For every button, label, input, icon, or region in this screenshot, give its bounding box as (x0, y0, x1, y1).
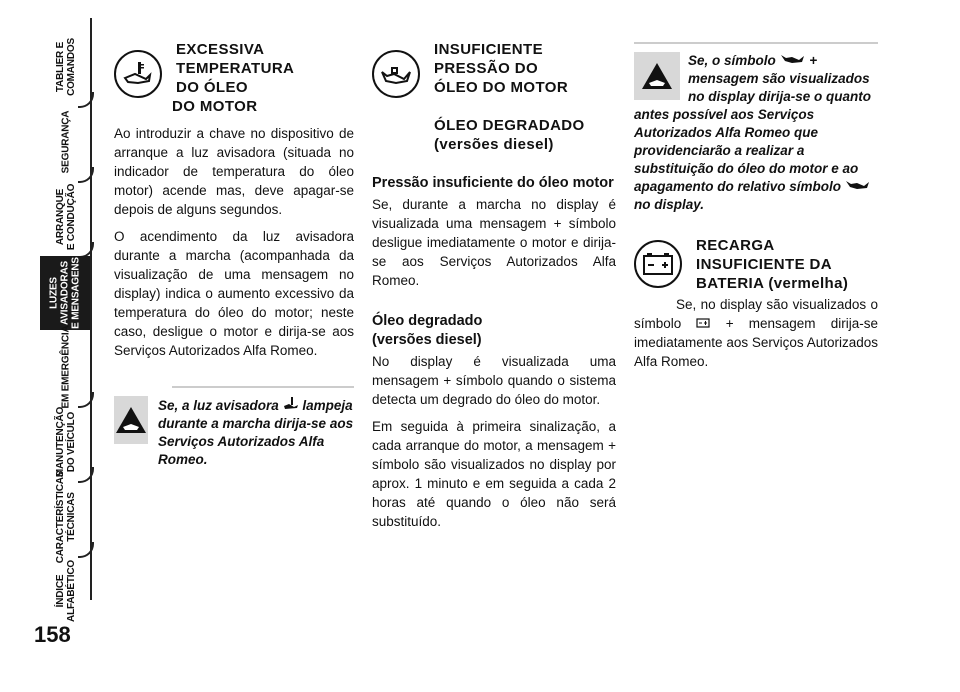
section-title-line: EXCESSIVA (176, 41, 265, 58)
section-oil-temperature (114, 40, 354, 469)
paragraph-text: + mensagem dirija-se imediatamente aos Serviços Autorizados Alfa Romeo. (634, 316, 878, 369)
warning-text: Se, a luz avisadora (158, 398, 279, 413)
tab-manutencao-veiculo[interactable] (40, 407, 92, 477)
section-title-line: (versões diesel) (434, 136, 554, 153)
oil-temperature-icon (114, 50, 162, 98)
paragraph (634, 295, 878, 371)
section-title-line: PRESSÃO DO (434, 60, 539, 77)
battery-icon (696, 316, 710, 328)
section-title-line: INSUFICIENTE DA (696, 256, 833, 273)
section-oil-degraded-warning (634, 40, 878, 379)
tab-label: TABLIER E COMANDOS (55, 38, 77, 96)
warning-note (634, 52, 878, 214)
tab-tablier-comandos[interactable] (40, 32, 92, 102)
warning-text: Se, o símbolo (688, 53, 776, 68)
tab-em-emergencia[interactable] (40, 325, 92, 409)
section-title-line: ÓLEO DO MOTOR (434, 79, 569, 96)
oil-pressure-icon (372, 50, 420, 98)
oil-can-icon (845, 179, 871, 191)
section-title-line: RECARGA (696, 237, 775, 254)
warning-triangle-icon (634, 52, 680, 100)
subheading: Óleo degradado (372, 313, 483, 329)
section-title-line: TEMPERATURA (176, 60, 295, 77)
paragraph-text: Se, no display são visualizados o símbolo (634, 297, 878, 331)
tab-label: ARRANQUE E CONDUÇÃO (55, 183, 77, 251)
tab-label: ÍNDICE ALFABÉTICO (55, 560, 77, 622)
divider (172, 386, 354, 388)
warning-text: no display. (634, 197, 705, 212)
warning-triangle-icon (114, 396, 148, 444)
paragraph: Em seguida à primeira sinalização, a cada arranque do motor, a mensagem + símbolo são visualizados no display por aprox. 1 minuto e em seguida a cada 2 horas até quando o óleo não será substituído. (372, 419, 616, 529)
page-number: 158 (34, 622, 71, 647)
section-title-line: ÓLEO DEGRADADO (434, 117, 585, 134)
divider (634, 42, 878, 44)
paragraph: Ao introduzir a chave no dispositivo de arranque a luz avisadora (situada no indicador de temperatura do óleo motor) acende mas, deve apagar-se depois de alguns segundos. (114, 126, 354, 217)
section-title-line: BATERIA (vermelha) (696, 275, 849, 292)
chapter-tabs (0, 0, 96, 692)
battery-icon (634, 240, 682, 288)
warning-note (114, 386, 354, 469)
section-title-line: DO MOTOR (172, 98, 258, 115)
tab-caracteristicas-tecnicas[interactable] (40, 470, 92, 564)
warning-text: + mensagem são visualizados no display dirija-se o quanto antes possível aos Serviços Autorizados Alfa Romeo que providenciarão a realizar a substituição do óleo do motor e ao apagamento do relativo símbolo (634, 53, 872, 194)
section-oil-pressure (372, 40, 616, 539)
subheading: Pressão insuficiente do óleo motor (372, 175, 614, 191)
section-title-line: DO ÓLEO (176, 79, 248, 96)
paragraph: Se, durante a marcha no display é visualizada uma mensagem + símbolo desligue imediatamente o motor e dirija-se aos Serviços Autorizados Alfa Romeo. (372, 197, 616, 288)
tab-label: LUZES AVISADORAS E MENSAGENS (48, 257, 82, 329)
paragraph: No display é visualizada uma mensagem + símbolo quando o sistema detecta um degrado do óleo do motor. (372, 354, 616, 407)
paragraph: O acendimento da luz avisadora durante a marcha (acompanhada da visualização de uma mensagem no display) indica o aumento excessivo da temperatura do óleo do motor; neste caso, desligue o motor e dirija-se aos Serviços Autorizados Alfa Romeo. (114, 229, 354, 358)
tab-arranque-conducao[interactable] (40, 182, 92, 252)
warning-text: lampeja durante a marcha dirija-se aos Serviços Autorizados Alfa Romeo. (158, 398, 354, 467)
oil-temperature-icon (283, 396, 299, 410)
section-battery (634, 236, 878, 293)
tab-label: MANUTENÇÃO DO VEÍCULO (55, 406, 77, 478)
oil-can-icon (780, 53, 806, 65)
tab-seguranca[interactable] (40, 107, 92, 177)
tab-indice-alfabetico[interactable] (40, 556, 92, 626)
tab-luzes-avisadoras[interactable] (40, 256, 90, 330)
section-title-line: INSUFICIENTE (434, 41, 543, 58)
subheading: (versões diesel) (372, 332, 482, 348)
tab-label: CARACTERÍSTICAS TÉCNICAS (55, 470, 77, 564)
tab-label: EM EMERGÊNCIA (60, 325, 72, 409)
tab-label: SEGURANÇA (60, 110, 72, 174)
